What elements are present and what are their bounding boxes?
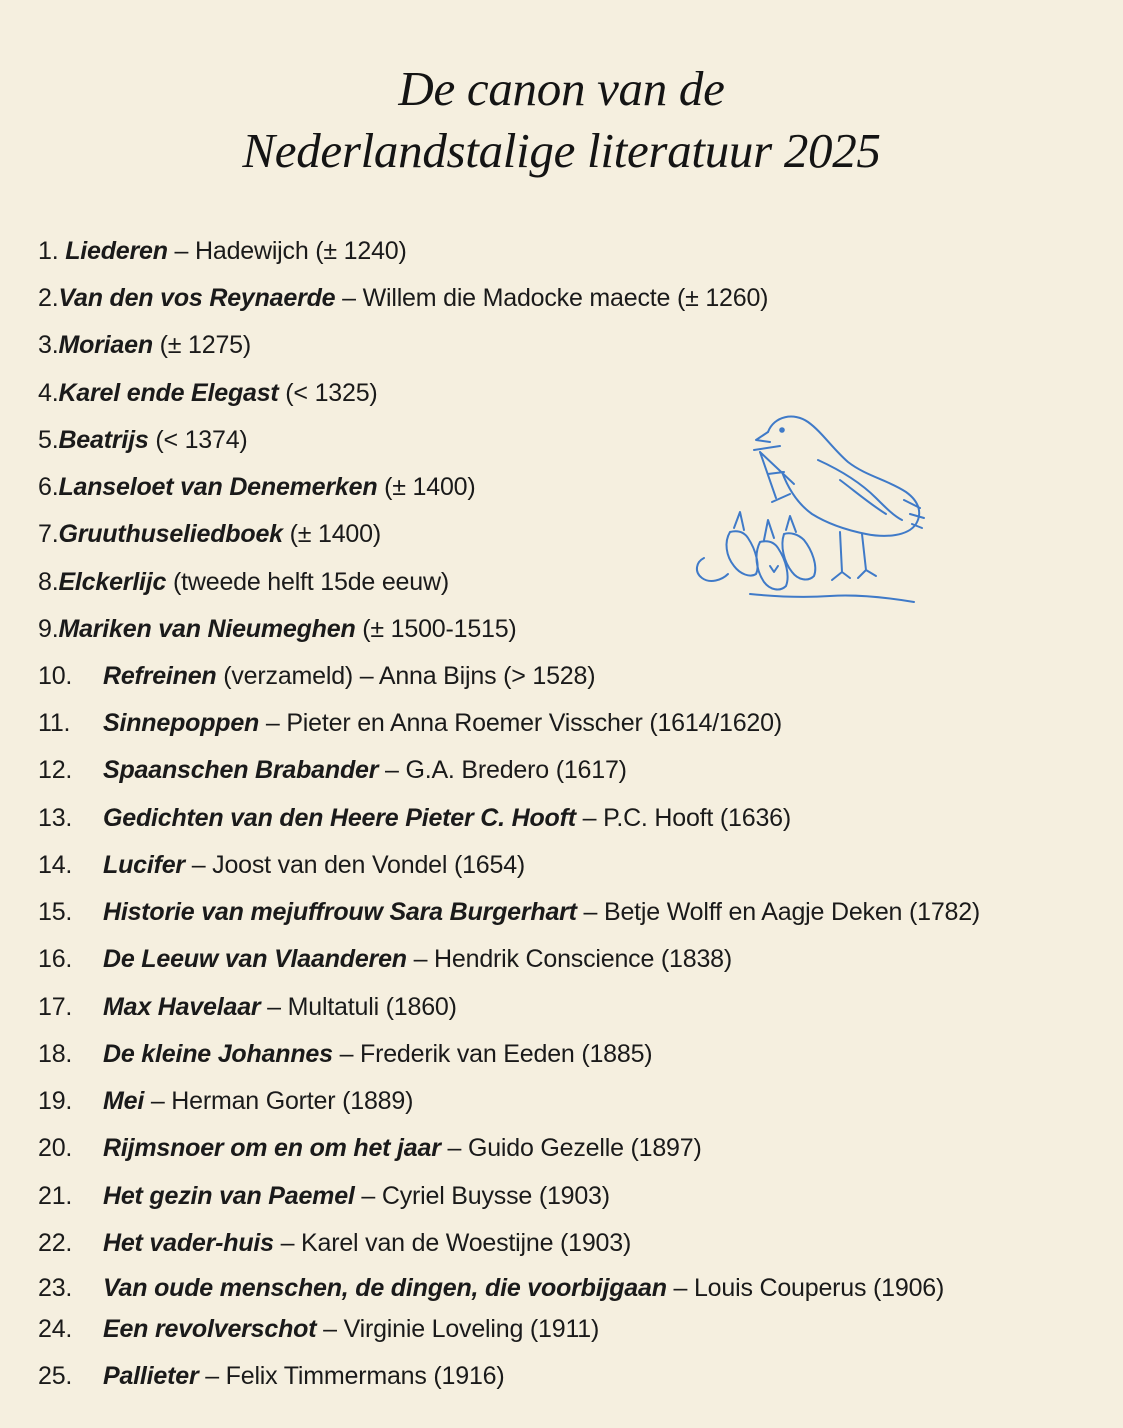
work-details: (verzameld) – Anna Bijns (> 1528) bbox=[216, 662, 596, 690]
item-number: 18. bbox=[38, 1040, 73, 1068]
work-details: – Herman Gorter (1889) bbox=[144, 1087, 414, 1115]
item-number: 19. bbox=[38, 1087, 73, 1115]
list-item bbox=[38, 281, 768, 315]
work-title: Mariken van Nieumeghen bbox=[58, 615, 356, 643]
work-details: (± 1400) bbox=[282, 520, 381, 548]
list-item bbox=[38, 1084, 413, 1118]
work-title: De Leeuw van Vlaanderen bbox=[103, 945, 407, 973]
work-title: Max Havelaar bbox=[103, 993, 261, 1021]
item-number: 23. bbox=[38, 1274, 73, 1302]
item-number: 5. bbox=[38, 426, 59, 454]
item-number: 14. bbox=[38, 851, 73, 879]
item-number: 3. bbox=[38, 331, 59, 359]
list-item bbox=[38, 706, 782, 740]
work-title: Karel ende Elegast bbox=[58, 379, 279, 407]
work-title: Historie van mejuffrouw Sara Burgerhart bbox=[103, 898, 577, 926]
work-details: – Willem die Madocke maecte (± 1260) bbox=[335, 284, 769, 312]
title-line-1: De canon van de bbox=[398, 61, 725, 116]
work-details: – Felix Timmermans (1916) bbox=[198, 1362, 505, 1390]
list-item bbox=[38, 1271, 944, 1305]
list-item bbox=[38, 470, 475, 504]
list-item bbox=[38, 328, 251, 362]
work-title: De kleine Johannes bbox=[103, 1040, 333, 1068]
list-item bbox=[38, 848, 525, 882]
item-number: 21. bbox=[38, 1182, 73, 1210]
work-details: – Cyriel Buysse (1903) bbox=[354, 1182, 610, 1210]
item-number: 17. bbox=[38, 993, 73, 1021]
list-item bbox=[38, 1226, 631, 1260]
list-item bbox=[38, 942, 732, 976]
item-number: 1. bbox=[38, 237, 59, 265]
work-details: (± 1275) bbox=[152, 331, 251, 359]
list-item bbox=[38, 1037, 652, 1071]
work-title: Moriaen bbox=[58, 331, 153, 359]
work-title: Van den vos Reynaerde bbox=[58, 284, 336, 312]
work-details: – Frederik van Eeden (1885) bbox=[332, 1040, 653, 1068]
work-title: Rijmsnoer om en om het jaar bbox=[103, 1134, 441, 1162]
work-details: – Betje Wolff en Aagje Deken (1782) bbox=[576, 898, 981, 926]
work-title: Elckerlijc bbox=[58, 568, 167, 596]
work-details: (± 1400) bbox=[377, 473, 476, 501]
item-number: 22. bbox=[38, 1229, 73, 1257]
list-item bbox=[38, 990, 457, 1024]
title-line-2: Nederlandstalige literatuur 2025 bbox=[242, 123, 881, 178]
item-number: 12. bbox=[38, 756, 73, 784]
work-details: – G.A. Bredero (1617) bbox=[378, 756, 627, 784]
item-number: 6. bbox=[38, 473, 59, 501]
work-details: – Virginie Loveling (1911) bbox=[316, 1315, 600, 1343]
list-item bbox=[38, 1312, 599, 1346]
item-number: 10. bbox=[38, 662, 73, 690]
list-item bbox=[38, 895, 980, 929]
item-number: 16. bbox=[38, 945, 73, 973]
work-details: – Guido Gezelle (1897) bbox=[440, 1134, 702, 1162]
work-title: Gedichten van den Heere Pieter C. Hooft bbox=[103, 804, 576, 832]
work-title: Gruuthuseliedboek bbox=[58, 520, 283, 548]
work-title: Lanseloet van Denemerken bbox=[58, 473, 378, 501]
work-details: – Pieter en Anna Roemer Visscher (1614/1620) bbox=[259, 709, 782, 737]
list-item bbox=[38, 612, 517, 646]
work-details: – Hadewijch (± 1240) bbox=[167, 237, 407, 265]
work-title: Lucifer bbox=[103, 851, 185, 879]
work-title: Sinnepoppen bbox=[103, 709, 260, 737]
list-item bbox=[38, 1359, 504, 1393]
bird-feeding-chicks-icon bbox=[690, 410, 930, 610]
work-title: Pallieter bbox=[103, 1362, 199, 1390]
list-item bbox=[38, 565, 449, 599]
item-number: 15. bbox=[38, 898, 73, 926]
page-title bbox=[0, 58, 1123, 182]
work-details: – Hendrik Conscience (1838) bbox=[406, 945, 732, 973]
work-title: Spaanschen Brabander bbox=[103, 756, 379, 784]
item-number: 20. bbox=[38, 1134, 73, 1162]
item-number: 13. bbox=[38, 804, 73, 832]
list-item bbox=[38, 1179, 610, 1213]
work-title: Mei bbox=[103, 1087, 145, 1115]
work-details: (< 1325) bbox=[278, 379, 378, 407]
item-number: 11. bbox=[38, 709, 71, 737]
work-details: (< 1374) bbox=[148, 426, 248, 454]
list-item bbox=[38, 376, 378, 410]
work-details: (± 1500-1515) bbox=[355, 615, 517, 643]
work-details: – Louis Couperus (1906) bbox=[666, 1274, 945, 1302]
item-number: 7. bbox=[38, 520, 59, 548]
work-title: Beatrijs bbox=[58, 426, 149, 454]
work-details: – P.C. Hooft (1636) bbox=[575, 804, 791, 832]
work-title: Van oude menschen, de dingen, die voorbijgaan bbox=[103, 1274, 667, 1302]
work-title: Een revolverschot bbox=[103, 1315, 317, 1343]
list-item bbox=[38, 517, 381, 551]
list-item bbox=[38, 234, 407, 268]
list-item bbox=[38, 1131, 702, 1165]
item-number: 8. bbox=[38, 568, 59, 596]
work-title: Het gezin van Paemel bbox=[103, 1182, 355, 1210]
item-number: 2. bbox=[38, 284, 59, 312]
item-number: 24. bbox=[38, 1315, 73, 1343]
list-item bbox=[38, 659, 595, 693]
work-details: – Joost van den Vondel (1654) bbox=[184, 851, 526, 879]
work-details: – Multatuli (1860) bbox=[260, 993, 457, 1021]
list-item bbox=[38, 753, 627, 787]
work-title: Het vader-huis bbox=[103, 1229, 274, 1257]
item-number: 9. bbox=[38, 615, 59, 643]
work-details: (tweede helft 15de eeuw) bbox=[166, 568, 449, 596]
list-item bbox=[38, 801, 791, 835]
item-number: 4. bbox=[38, 379, 59, 407]
list-item bbox=[38, 423, 248, 457]
work-details: – Karel van de Woestijne (1903) bbox=[273, 1229, 632, 1257]
item-number: 25. bbox=[38, 1362, 73, 1390]
work-title: Refreinen bbox=[103, 662, 217, 690]
work-title: Liederen bbox=[65, 237, 168, 265]
